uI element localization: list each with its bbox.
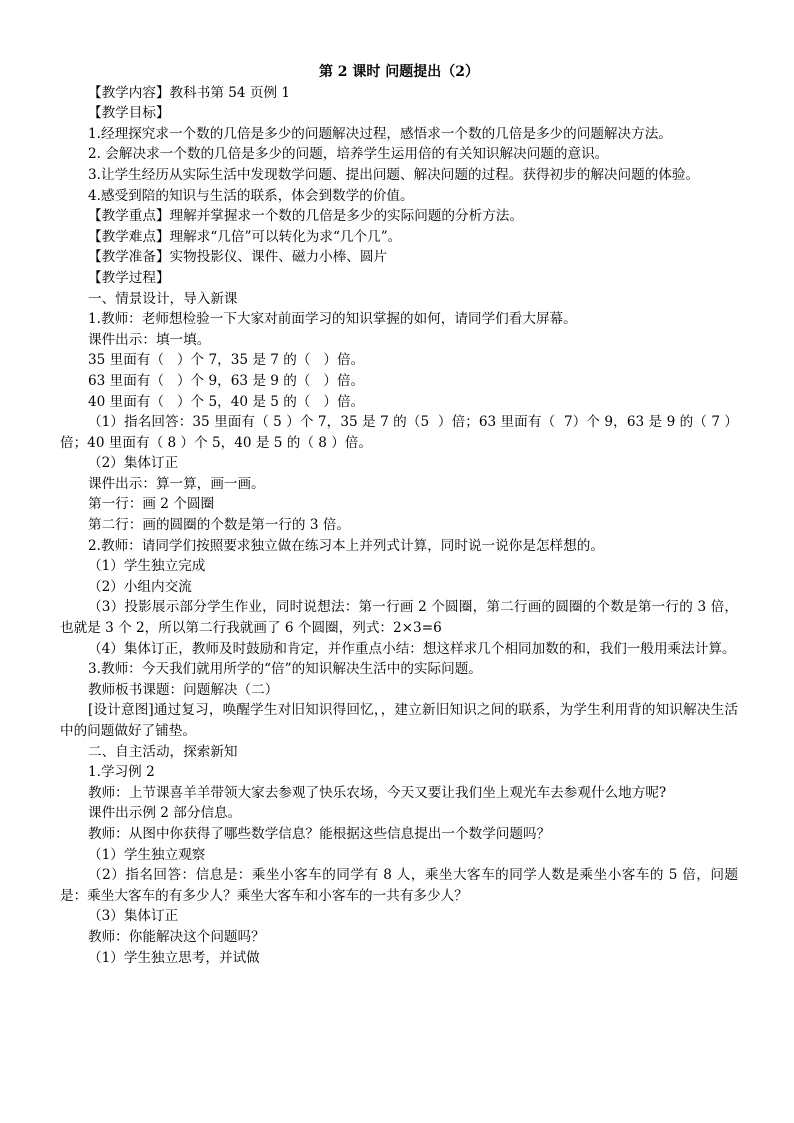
text-line: 【教学准备】实物投影仪、课件、磁力小棒、圆片 [88,249,388,266]
text-line: 教师板书课题：问题解决（二） [88,681,279,698]
text-line: 课件出示：算一算，画一画。 [88,475,265,492]
text-line: （1）学生独立思考，并试做 [88,949,260,966]
document-page [60,62,738,968]
text-line: 1.教师：老师想检验一下大家对前面学习的知识掌握的如何，请同学们看大屏幕。 [88,311,577,328]
text-line: 教师：你能解决这个问题吗？ [88,928,265,945]
text-line: 1.学习例 2 [88,764,155,781]
text-line: （3）投影展示部分学生作业，同时说想法：第一行画 2 个圆圈，第二行画的圆圈的个数是第一行的 3 倍，也就是 3 个 2，所以第二行我就画了 6 个圆圈，列式：2×3=6 [60,599,738,637]
text-line: 63 里面有（ ）个 9，63 是 9 的（ ）倍。 [88,372,365,389]
text-line: 2.教师：请同学们按照要求独立做在练习本上并列式计算，同时说一说你是怎样想的。 [88,537,604,554]
text-line: 课件出示例 2 部分信息。 [88,805,242,822]
text-line: （2）集体订正 [88,455,179,472]
text-line: 第一行：画 2 个圆圈 [88,496,215,513]
text-line: 【教学难点】理解求“几倍”可以转化为求“几个几”。 [88,228,402,245]
text-line: （1）学生独立完成 [88,558,206,575]
text-line: 课件出示：填一填。 [88,331,211,348]
text-line: 【教学目标】 [88,105,170,122]
text-line: （1）指名回答：35 里面有（ 5 ）个 7，35 是 7 的（5 ）倍；63 里面有（ 7）个 9，63 是 9 的（ 7 ）倍；40 里面有（ 8 ）个 5，40 是 5 的（ 8 ）倍。 [60,414,738,451]
text-line: 2. 会解决求一个数的几倍是多少的问题，培养学生运用倍的有关知识解决问题的意识。 [88,146,609,163]
text-line: 【教学内容】教科书第 54 页例 1 [88,84,291,101]
text-line: 教师：上节课喜羊羊带领大家去参观了快乐农场，今天又要让我们坐上观光车去参观什么地方呢? [88,784,667,801]
text-line: 一、情景设计，导入新课 [88,290,238,307]
text-line: 3.让学生经历从实际生活中发现数学问题、提出问题、解决问题的过程。获得初步的解决问题的体验。 [88,166,700,183]
text-line: 【教学过程】 [88,269,170,286]
text-line: （2）小组内交流 [88,578,192,595]
text-line: 【教学重点】理解并掌握求一个数的几倍是多少的实际问题的分析方法。 [88,208,523,225]
lesson-title: 第 2 课时 问题提出（2） [318,64,480,80]
text-line: 4.感受到陪的知识与生活的联系，体会到数学的价值。 [88,187,414,204]
text-line: 40 里面有（ ）个 5，40 是 5 的（ ）倍。 [88,393,365,410]
text-line: 二、自主活动，探索新知 [88,743,238,760]
text-line: 3.教师：今天我们就用所学的“倍”的知识解决生活中的实际问题。 [88,661,482,678]
text-line: 第二行：画的圆圈的个数是第一行的 3 倍。 [88,517,350,534]
text-line: 教师：从图中你获得了哪些数学信息？能根据这些信息提出一个数学问题吗？ [88,825,551,842]
text-line: [设计意图]通过复习，唤醒学生对旧知识得回忆，，建立新旧知识之间的联系，为学生利用背的知识解决生活中的问题做好了铺垫。 [60,702,738,739]
text-line: （1）学生独立观察 [88,846,206,863]
text-line: （4）集体订正，教师及时鼓励和肯定，并作重点小结：想这样求几个相同加数的和，我们一般用乘法计算。 [88,640,736,657]
document-body [60,83,738,969]
text-line: 35 里面有（ ）个 7，35 是 7 的（ ）倍。 [88,352,365,369]
text-line: （2）指名回答：信息是：乘坐小客车的同学有 8 人，乘坐大客车的同学人数是乘坐小客车的 5 倍，问题是：乘坐大客车的有多少人？乘坐大客车和小客车的一共有多少人？ [60,867,738,904]
text-line: （3）集体订正 [88,908,179,925]
text-line: 1.经理探究求一个数的几倍是多少的问题解决过程，感悟求一个数的几倍是多少的问题解决方法。 [88,125,672,142]
